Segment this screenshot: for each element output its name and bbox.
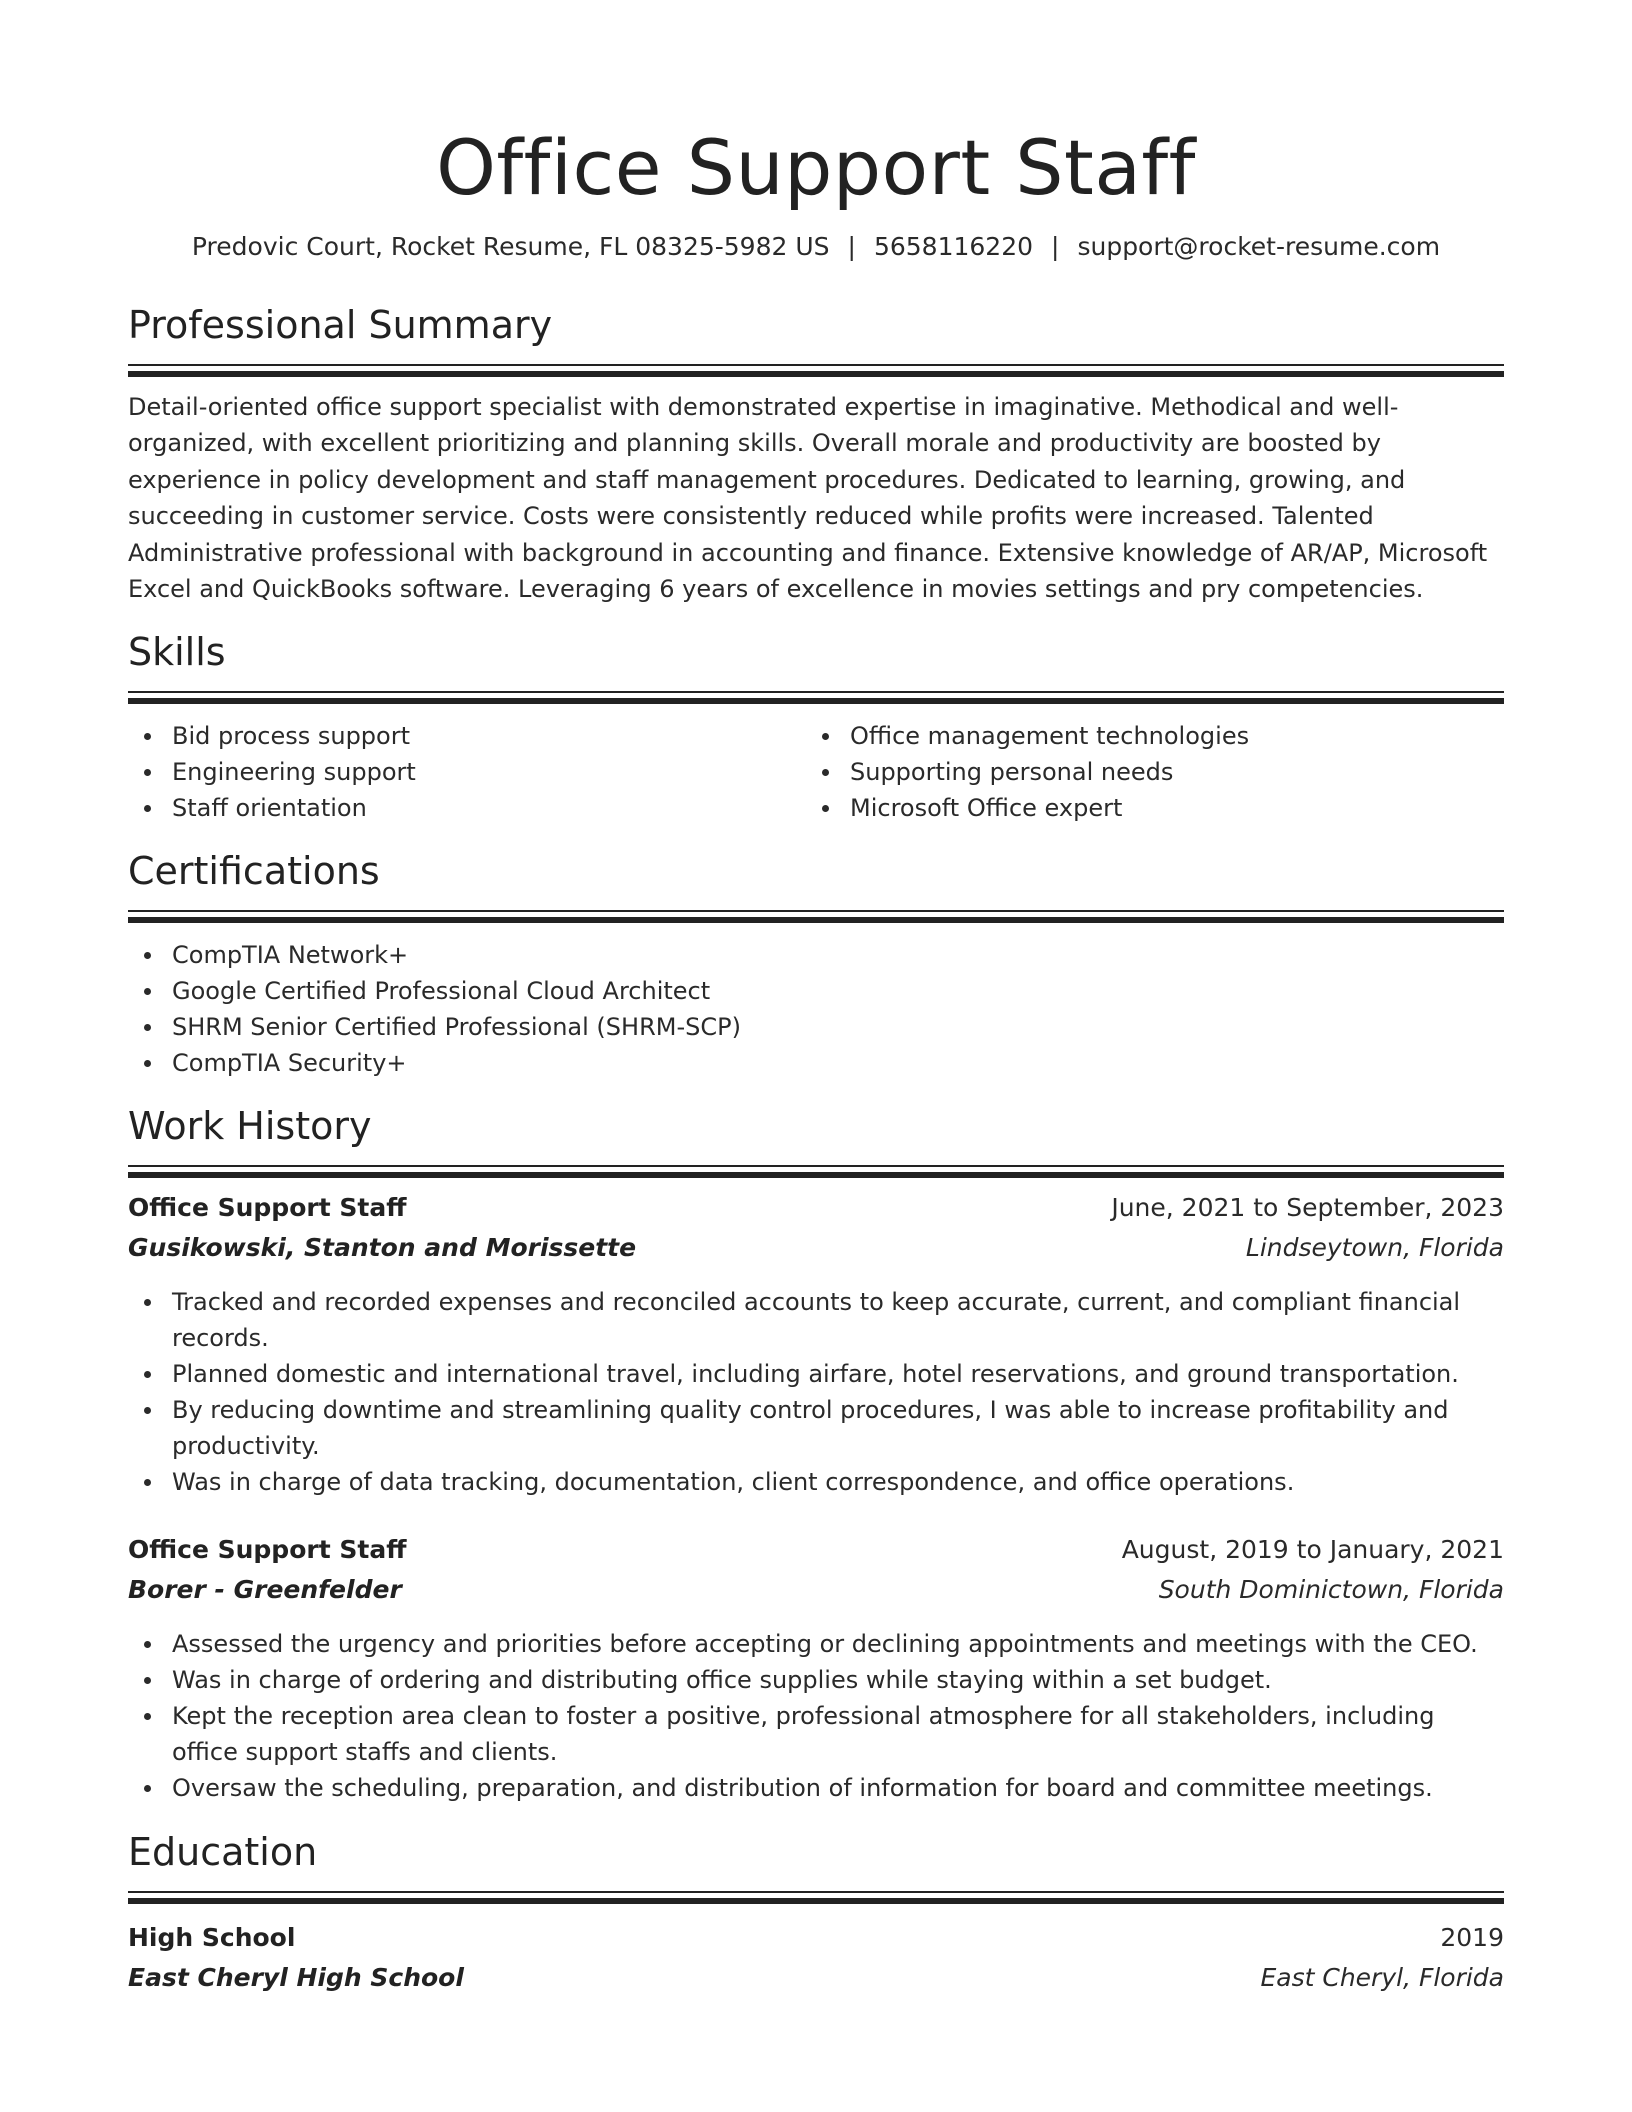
resume-page <box>128 0 1504 1996</box>
job-location: South Dominictown, Florida <box>1158 1575 1504 1605</box>
section-divider <box>128 364 1504 377</box>
job-title: Office Support Staff <box>128 1535 407 1565</box>
job-subheader <box>128 1230 1504 1266</box>
summary-section <box>128 301 1504 607</box>
summary-text: Detail-oriented office support specialist with demonstrated expertise in imaginative. Methodical and well-organized, with excellent prioritizing and planning skills. Overall morale and productivity are boosted by experience in policy development and staff management procedures. Dedicated to learning, growing, and succeeding in customer service. Costs were consistently reduced while profits were increased. Talented Administrative professional with background in accounting and finance. Extensive knowledge of AR/AP, Microsoft Excel and QuickBooks software. Leveraging 6 years of excellence in movies settings and pry competencies. <box>128 393 1488 604</box>
education-subheader <box>128 1960 1504 1996</box>
work-history-section <box>128 1102 1504 1806</box>
skills-section <box>128 628 1504 826</box>
work-history-heading: Work History <box>128 1104 372 1149</box>
job-duties-list <box>128 1284 1504 1500</box>
education-school: East Cheryl High School <box>128 1963 464 1993</box>
skill-item: Microsoft Office expert <box>806 790 1484 826</box>
skill-item: Engineering support <box>128 754 806 790</box>
contact-separator: | <box>1051 232 1060 261</box>
skill-item: Supporting personal needs <box>806 754 1484 790</box>
skill-item: Staff orientation <box>128 790 806 826</box>
education-section <box>128 1828 1504 1996</box>
skills-grid <box>128 718 1504 826</box>
job-header <box>128 1190 1504 1226</box>
job-location: Lindseytown, Florida <box>1245 1233 1504 1263</box>
skill-item: Bid process support <box>128 718 806 754</box>
job-company: Gusikowski, Stanton and Morissette <box>128 1233 637 1263</box>
certification-item: CompTIA Security+ <box>128 1045 1504 1081</box>
skill-item: Office management technologies <box>806 718 1484 754</box>
section-divider <box>128 1165 1504 1178</box>
job-duty: Planned domestic and international travel, including airfare, hotel reservations, and ground transportation. <box>128 1356 1504 1392</box>
section-divider <box>128 910 1504 923</box>
job-duty: Kept the reception area clean to foster a positive, professional atmosphere for all stakeholders, including office support staffs and clients. <box>128 1698 1504 1770</box>
job-duty: Was in charge of ordering and distributing office supplies while staying within a set budget. <box>128 1662 1504 1698</box>
skills-list-right <box>806 718 1484 826</box>
education-degree: High School <box>128 1923 296 1953</box>
certification-item: Google Certified Professional Cloud Architect <box>128 973 1504 1009</box>
certifications-heading: Certifications <box>128 849 380 894</box>
job-dates: June, 2021 to September, 2023 <box>1111 1193 1504 1223</box>
job-header <box>128 1532 1504 1568</box>
certification-item: CompTIA Network+ <box>128 937 1504 973</box>
job-duty: Oversaw the scheduling, preparation, and distribution of information for board and committee meetings. <box>128 1770 1504 1806</box>
contact-address: Predovic Court, Rocket Resume, FL 08325-5982 US <box>191 232 830 261</box>
education-entry <box>128 1920 1504 1996</box>
certifications-section <box>128 847 1504 1081</box>
skills-list-left <box>128 718 806 826</box>
job-subheader <box>128 1572 1504 1608</box>
job-title: Office Support Staff <box>128 1193 407 1223</box>
job-duties-list <box>128 1626 1504 1806</box>
certifications-list <box>128 937 1504 1081</box>
job-duty: Tracked and recorded expenses and reconciled accounts to keep accurate, current, and compliant financial records. <box>128 1284 1504 1356</box>
summary-heading: Professional Summary <box>128 303 553 347</box>
resume-name: Office Support Staff <box>436 123 1196 212</box>
job-company: Borer - Greenfelder <box>128 1575 402 1605</box>
job-duty: Was in charge of data tracking, documentation, client correspondence, and office operations. <box>128 1464 1504 1500</box>
section-divider <box>128 1891 1504 1904</box>
contact-email[interactable]: support@rocket-resume.com <box>1077 232 1441 261</box>
section-divider <box>128 691 1504 704</box>
education-location: East Cheryl, Florida <box>1260 1963 1504 1993</box>
certification-item: SHRM Senior Certified Professional (SHRM-SCP) <box>128 1009 1504 1045</box>
contact-separator: | <box>847 232 856 261</box>
job-entry <box>128 1190 1504 1500</box>
job-duty: Assessed the urgency and priorities before accepting or declining appointments and meetings with the CEO. <box>128 1626 1504 1662</box>
contact-line <box>128 230 1504 264</box>
job-dates: August, 2019 to January, 2021 <box>1121 1535 1504 1565</box>
contact-phone: 5658116220 <box>873 232 1034 261</box>
education-heading: Education <box>128 1830 318 1875</box>
job-entry <box>128 1532 1504 1806</box>
skills-heading: Skills <box>128 630 226 675</box>
job-duty: By reducing downtime and streamlining quality control procedures, I was able to increase profitability and productivity. <box>128 1392 1504 1464</box>
education-header <box>128 1920 1504 1956</box>
education-year: 2019 <box>1440 1923 1504 1953</box>
